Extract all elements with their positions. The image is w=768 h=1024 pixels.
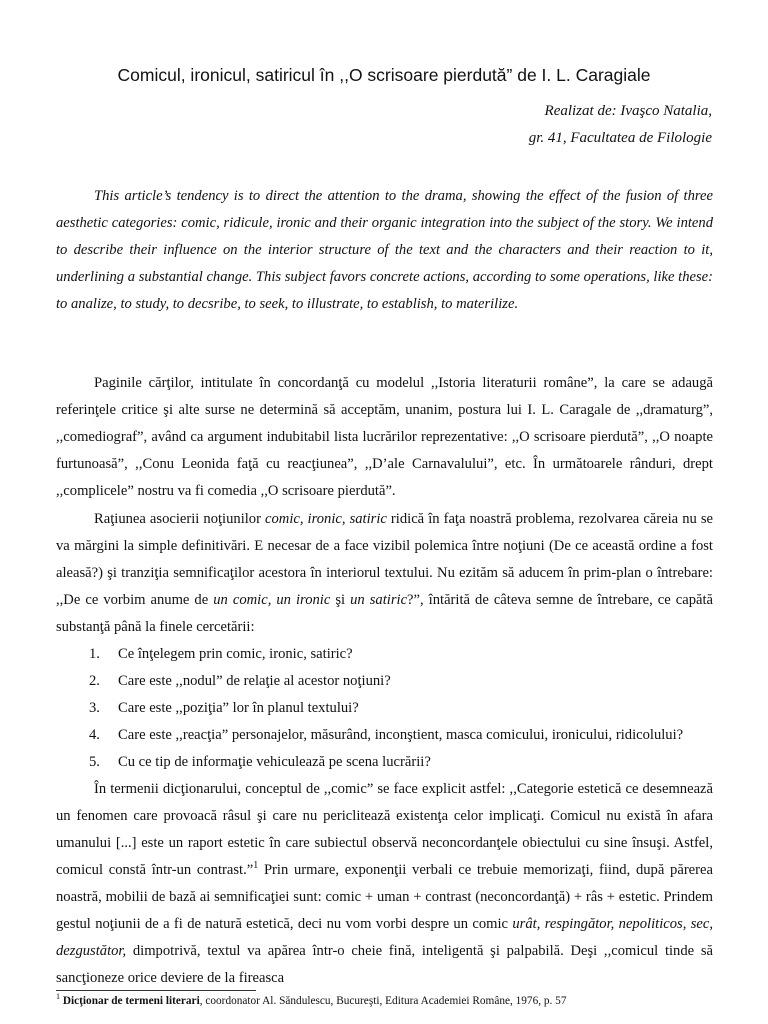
author-name: Realizat de: Ivaşco Natalia, (544, 103, 712, 119)
list-item-text: Cu ce tip de informaţie vehiculează pe scena lucrării? (118, 754, 431, 770)
author-block (529, 98, 712, 152)
paragraph-2: Raţiunea asocierii noţiunilor comic, ironic, satiric ridică în faţa noastră problema, rezolvarea căreia nu se va mărgini la simple definitivări. E necesar de a face vizibil polemica între noţiuni (De ce această ordine a fost aleasă?) şi tranziţia semnificaţilor acestora în interiorul textului. Nu ezităm să aducem în prim-plan o întrebare: ,,De ce vorbim anume de un comic, un ironic şi un satiric?”, întărită de câteva semne de întrebare, ce capătă substanţă până la finele cercetării: (56, 511, 714, 635)
list-item-number: 4. (89, 727, 100, 743)
paragraph-3: În termenii dicţionarului, conceptul de ,,comic” se face explicit astfel: ,,Categorie estetică ce desemnează un fenomen care provoacă râsul şi care nu periclitează existenţa celor implicaţi. Comicul nu există în afara umanului [...] este un raport estetic în care subiectul observă neconcordanţele obiectului cu sine însuşi. Astfel, comicul constă într-un contrast.”$^1$ Prin urmare, exponenţii verbali ce trebuie memorizaţi, fiind, după părerea noastră, mobilii de bază ai semnificaţiei sunt: comic + uman + contrast (neconcordanţă) + râs + estetic. Prindem gestul noţiunii de a fi de natură estetică, deci nu vom vorbi despre un comic urât, respingător, nepoliticos, sec, dezgustător, dimpotrivă, textul va apărea într-o cheie fină, inteligentă şi palpabilă. Deşi ,,comicul tinde să sancţioneze orice deviere de la fireasca (56, 781, 713, 986)
list-item (56, 695, 713, 722)
list-item (56, 668, 713, 695)
abstract (56, 183, 713, 318)
abstract-text: This article’s tendency is to direct the attention to the drama, showing the effect of the fusion of three aesthetic categories: comic, ridicule, ironic and their organic integration into the subject of the story. We intend to describe their influence on the interior structure of the text and the characters and their reaction to it, underlining a substantial change. This subject favors concrete actions, according to some operations, like these: to analize, to study, to decsribe, to seek, to illustrate, to establish, to materilize. (56, 188, 713, 312)
list-item-text: Care este ,,reacţia” personajelor, măsurând, inconştient, masca comicului, ironicului, ridicolului? (118, 727, 684, 743)
list-item (56, 641, 713, 668)
list-item (56, 722, 713, 749)
footnote-number: 1 (56, 992, 60, 1002)
list-item (56, 749, 713, 776)
article-body (56, 370, 713, 992)
paragraph-1: Paginile cărţilor, intitulate în concordanţă cu modelul ,,Istoria literaturii române”, la care se adaugă referinţele critice şi alte surse ne determină să acceptăm, unanim, postura lui I. L. Caragale de ,,dramaturg”, ,,comediograf”, având ca argument indubitabil lista lucrărilor reprezentative: ,,O scrisoare pierdută”, ,,O noapte furtunoasă”, ,,Conu Leonida faţă cu reacţiunea”, ,,D’ale Carnavalului”, etc. În următoarele rânduri, drept ,,complicele” nostru va fi comedia ,,O scrisoare pierdută”. (56, 375, 713, 499)
list-item-number: 2. (89, 673, 100, 689)
footnote-reference[interactable]: 1 (253, 860, 259, 872)
list-item-text: Ce înţelegem prin comic, ironic, satiric? (118, 646, 353, 662)
page-title: Comicul, ironicul, satiricul în ,,O scrisoare pierdută” de I. L. Caragiale (117, 65, 651, 85)
question-list (56, 641, 713, 776)
list-item-number: 1. (89, 646, 100, 662)
footnote-source-details: , coordonator Al. Săndulescu, Bucureşti, Editura Academiei Române, 1976, p. 57 (199, 995, 567, 1007)
list-item-text: Care este ,,nodul” de relaţie al acestor noţiuni? (118, 673, 391, 689)
author-affiliation: gr. 41, Facultatea de Filologie (528, 130, 712, 146)
footnote-source-title: Dicţionar de termeni literari (62, 995, 200, 1007)
list-item-number: 3. (89, 700, 100, 716)
list-item-number: 5. (89, 754, 100, 770)
footnote (56, 994, 728, 1008)
footnote-divider (56, 990, 256, 991)
list-item-text: Care este ,,poziţia” lor în planul textului? (118, 700, 359, 716)
